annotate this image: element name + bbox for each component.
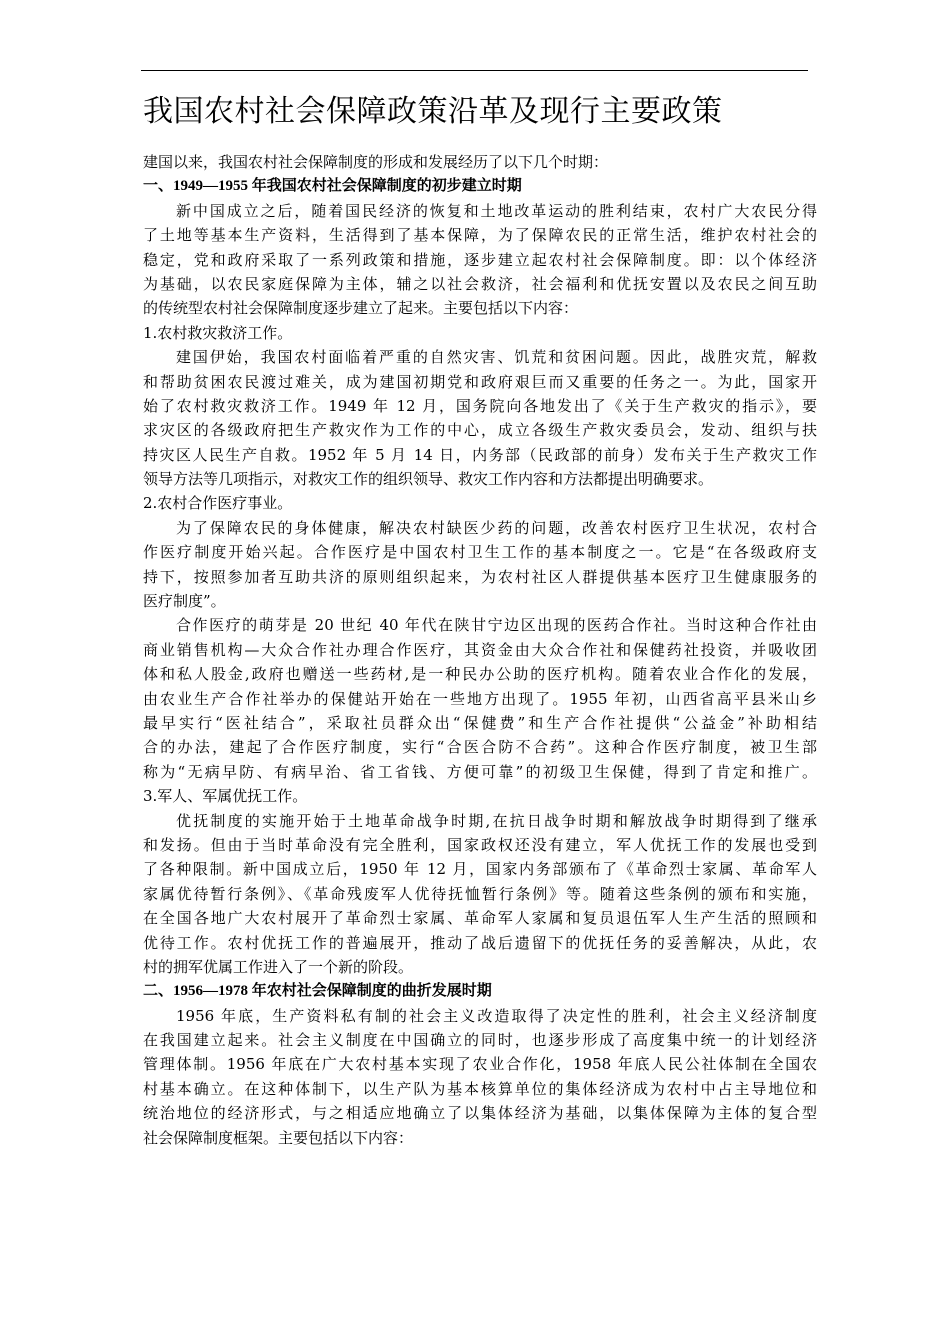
paragraph-line: 为基础，以农民家庭保障为主体，辅之以社会救济，社会福利和优抚安置以及农民之间互助 [143, 274, 817, 293]
paragraph-line: 在全国各地广大农村展开了革命烈士家属、革命军人家属和复员退伍军人生产生活的照顾和 [143, 909, 817, 928]
document-body [143, 150, 817, 1150]
paragraph-line: 村基本确立。在这种体制下，以生产队为基本核算单位的集体经济成为农村中占主导地位和 [143, 1079, 817, 1098]
paragraph-line: 持灾区人民生产自救。1952 年 5 月 14 日，内务部（民政部的前身）发布关于生产救灾工作 [143, 445, 817, 464]
text-line: 领导方法等几项指示，对救灾工作的组织领导、救灾工作内容和方法都提出明确要求。 [143, 470, 714, 489]
paragraph-first-line: 1956 年底，生产资料私有制的社会主义改造取得了决定性的胜利，社会主义经济制度 [176, 1006, 817, 1025]
paragraph-line: 和发扬。但由于当时革命没有完全胜利，国家政权还没有建立，军人优抚工作的发展也受到 [143, 835, 817, 854]
text-line: 社会保障制度框架。主要包括以下内容： [143, 1128, 414, 1147]
paragraph-line: 合的办法，建起了合作医疗制度，实行“合医合防不合药”。这种合作医疗制度，被卫生部 [143, 738, 817, 757]
paragraph-line: 称为“无病早防、有病早治、省工省钱、方便可靠”的初级卫生保健，得到了肯定和推广。 [143, 762, 817, 781]
paragraph-line: 求灾区的各级政府把生产救灾作为工作的中心，成立各级生产救灾委员会，发动、组织与扶 [143, 421, 817, 440]
paragraph-first-line: 新中国成立之后，随着国民经济的恢复和土地改革运动的胜利结束，农村广大农民分得 [176, 201, 817, 220]
section-heading: 一、1949—1955 年我国农村社会保障制度的初步建立时期 [143, 178, 522, 195]
paragraph-line: 始了农村救灾救济工作。1949 年 12 月，国务院向各地发出了《关于生产救灾的指示》，要 [143, 396, 817, 415]
paragraph-line: 了土地等基本生产资料，生活得到了基本保障，为了保障农民的正常生活，维护农村社会的 [143, 226, 817, 245]
paragraph-first-line: 建国伊始，我国农村面临着严重的自然灾害、饥荒和贫困问题。因此，战胜灾荒，解救 [176, 348, 817, 367]
text-line: 2.农村合作医疗事业。 [143, 494, 293, 513]
paragraph-first-line: 为了保障农民的身体健康，解决农村缺医少药的问题，改善农村医疗卫生状况，农村合 [176, 518, 817, 537]
section-heading: 二、1956—1978 年农村社会保障制度的曲折发展时期 [143, 983, 492, 1000]
paragraph-line: 作医疗制度开始兴起。合作医疗是中国农村卫生工作的基本制度之一。它是“在各级政府支 [143, 543, 817, 562]
paragraph-line: 统治地位的经济形式，与之相适应地确立了以集体经济为基础，以集体保障为主体的复合型 [143, 1104, 817, 1123]
paragraph-line: 最早实行“医社结合”，采取社员群众出“保健费”和生产合作社提供“公益金”补助相结 [143, 713, 817, 732]
paragraph-line: 商业销售机构—大众合作社办理合作医疗，其资金由大众合作社和保健药社投资，并吸收团 [143, 640, 817, 659]
paragraph-first-line: 合作医疗的萌芽是 20 世纪 40 年代在陕甘宁边区出现的医药合作社。当时这种合作社由 [176, 616, 817, 635]
text-line: 建国以来，我国农村社会保障制度的形成和发展经历了以下几个时期： [143, 153, 609, 171]
text-line: 1.农村救灾救济工作。 [143, 323, 293, 342]
paragraph-first-line: 优抚制度的实施开始于土地革命战争时期,在抗日战争时期和解放战争时期得到了继承 [176, 811, 817, 830]
paragraph-line: 和帮助贫困农民渡过难关，成为建国初期党和政府艰巨而又重要的任务之一。为此，国家开 [143, 372, 817, 391]
paragraph-line: 由农业生产合作社举办的保健站开始在一些地方出现了。1955 年初，山西省高平县米山乡 [143, 689, 817, 708]
text-line: 村的拥军优属工作进入了一个新的阶段。 [143, 957, 414, 976]
document-title: 我国农村社会保障政策沿革及现行主要政策 [143, 94, 723, 129]
paragraph-line: 管理体制。1956 年底在广大农村基本实现了农业合作化，1958 年底人民公社体制在全国农 [143, 1055, 817, 1074]
paragraph-line: 家属优待暂行条例》、《革命残废军人优待抚恤暂行条例》等。随着这些条例的颁布和实施， [143, 884, 817, 903]
header-rule [141, 70, 808, 71]
paragraph-line: 稳定，党和政府采取了一系列政策和措施，逐步建立起农村社会保障制度。即：以个体经济 [143, 250, 817, 269]
paragraph-line: 优待工作。农村优抚工作的普遍展开，推动了战后遗留下的优抚任务的妥善解决，从此，农 [143, 933, 817, 952]
paragraph-line: 了各种限制。新中国成立后，1950 年 12 月，国家内务部颁布了《革命烈士家属、革命军人 [143, 860, 817, 879]
text-line: 的传统型农村社会保障制度逐步建立了起来。主要包括以下内容： [143, 299, 579, 318]
text-line: 医疗制度”。 [143, 592, 226, 611]
paragraph-line: 在我国建立起来。社会主义制度在中国确立的同时，也逐步形成了高度集中统一的计划经济 [143, 1031, 817, 1050]
text-line: 3.军人、军属优抚工作。 [143, 787, 308, 806]
paragraph-line: 体和私人股金,政府也赠送一些药材,是一种民办公助的医疗机构。随着农业合作化的发展， [143, 665, 817, 684]
paragraph-line: 持下，按照参加者互助共济的原则组织起来，为农村社区人群提供基本医疗卫生健康服务的 [143, 567, 817, 586]
